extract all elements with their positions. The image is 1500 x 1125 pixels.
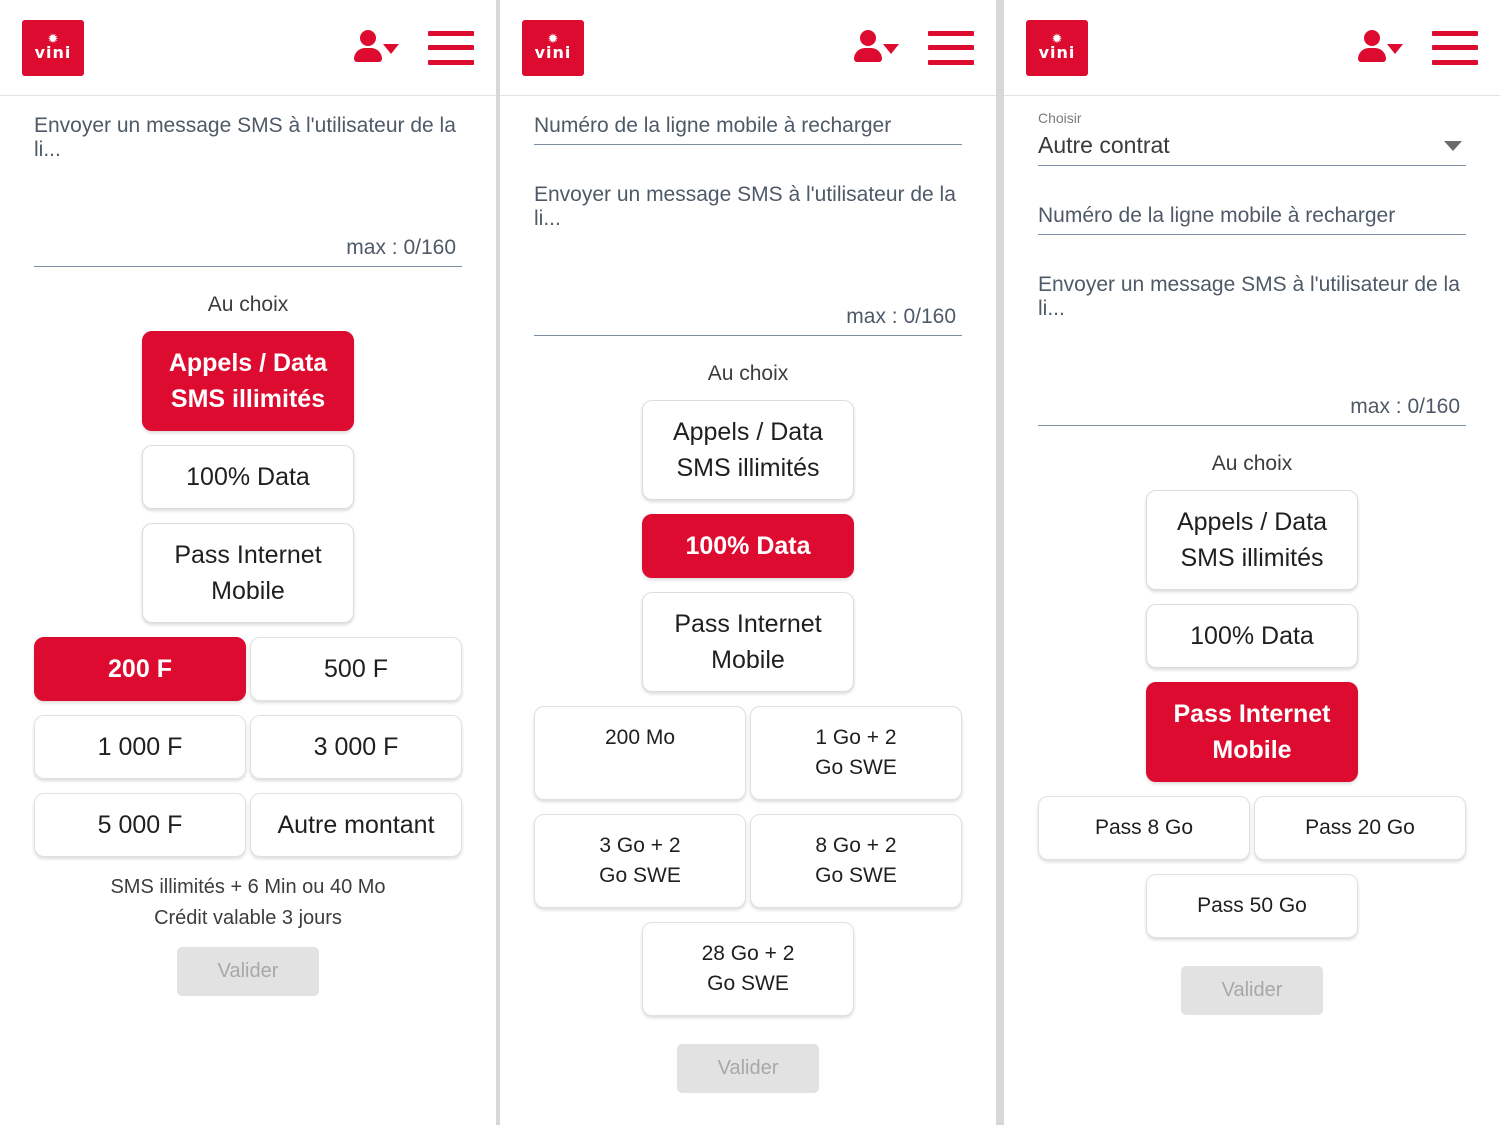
data-pack-line1: 3 Go + 2 xyxy=(599,834,681,857)
hamburger-menu-icon xyxy=(428,31,474,65)
account-menu-button[interactable] xyxy=(354,28,402,68)
panel-recharge-data xyxy=(500,0,996,1125)
app-header xyxy=(500,0,996,96)
app-header xyxy=(0,0,496,96)
vini-logo[interactable] xyxy=(1026,20,1088,76)
sms-message-field-3[interactable] xyxy=(1038,269,1466,426)
sms-message-placeholder-1: Envoyer un message SMS à l'utilisateur de la li... xyxy=(34,114,456,161)
account-body-shape xyxy=(854,48,882,62)
sms-message-field-2[interactable] xyxy=(534,179,962,336)
panel3-body xyxy=(1004,96,1500,1015)
option-appels-line2-2: SMS illimités xyxy=(676,454,820,482)
logo-star-icon: ✹ xyxy=(1051,31,1063,46)
logo-wordmark: vini xyxy=(534,43,572,62)
au-choix-label-2: Au choix xyxy=(707,362,789,385)
option-pass-line1-3: Pass Internet xyxy=(1173,700,1331,728)
sms-counter-1: max : 0/160 xyxy=(346,236,456,259)
data-pack-line2: Go SWE xyxy=(815,864,897,887)
account-body-shape xyxy=(354,48,382,62)
option-appels-data-sms-3[interactable] xyxy=(1146,490,1358,590)
data-pack-line2: Go SWE xyxy=(599,864,681,887)
pass-option[interactable]: Pass 20 Go xyxy=(1254,796,1466,860)
app-header xyxy=(1004,0,1500,96)
data-pack-line2: Go SWE xyxy=(815,756,897,779)
au-choix-label-3: Au choix xyxy=(1211,452,1293,475)
sms-message-field-1[interactable] xyxy=(34,110,462,267)
option-appels-line2-3: SMS illimités xyxy=(1180,544,1324,572)
sms-message-placeholder-2: Envoyer un message SMS à l'utilisateur de la li... xyxy=(534,183,956,230)
account-icon xyxy=(854,28,902,68)
option-appels-line2-1: SMS illimités xyxy=(170,385,326,413)
option-pass-line1-2: Pass Internet xyxy=(674,610,822,638)
option-pass-line2-1: Mobile xyxy=(211,577,285,605)
data-pack-line1: 1 Go + 2 xyxy=(815,726,897,749)
logo-star-icon: ✹ xyxy=(47,31,59,46)
account-menu-button[interactable] xyxy=(854,28,902,68)
option-100-data-label-3: 100% Data xyxy=(1190,622,1314,650)
contract-select[interactable] xyxy=(1038,110,1466,166)
account-body-shape xyxy=(1358,48,1386,62)
data-pack-option[interactable] xyxy=(534,706,746,800)
account-icon xyxy=(1358,28,1406,68)
phone-number-placeholder-3: Numéro de la ligne mobile à recharger xyxy=(1038,204,1396,227)
option-pass-internet-mobile-2[interactable] xyxy=(642,592,854,692)
logo-star-icon: ✹ xyxy=(547,31,559,46)
offer-note-line2: Crédit valable 3 jours xyxy=(154,907,342,929)
chevron-down-icon xyxy=(1444,141,1462,151)
option-pass-internet-mobile-3[interactable] xyxy=(1146,682,1358,782)
option-appels-line1-1: Appels / Data xyxy=(168,349,328,377)
vini-logo[interactable] xyxy=(22,20,84,76)
account-head-shape xyxy=(1364,30,1380,46)
option-pass-line2-3: Mobile xyxy=(1212,736,1292,764)
sms-message-placeholder-3: Envoyer un message SMS à l'utilisateur de la li... xyxy=(1038,273,1460,320)
validate-button-3[interactable]: Valider xyxy=(1181,966,1323,1015)
data-pack-option[interactable] xyxy=(534,814,746,908)
chevron-down-icon xyxy=(883,44,899,54)
pass-option[interactable]: Pass 50 Go xyxy=(1146,874,1358,938)
amount-option[interactable]: 3 000 F xyxy=(250,715,462,779)
amount-option[interactable]: 200 F xyxy=(34,637,246,701)
data-pack-line1: 28 Go + 2 xyxy=(701,942,795,965)
hamburger-menu-button[interactable] xyxy=(428,31,474,65)
option-appels-line1-3: Appels / Data xyxy=(1176,508,1328,536)
data-pack-option[interactable] xyxy=(750,814,962,908)
sms-counter-3: max : 0/160 xyxy=(1350,395,1460,418)
amount-grid-3 xyxy=(1038,796,1466,952)
validate-button-2[interactable]: Valider xyxy=(677,1044,819,1093)
logo-wordmark: vini xyxy=(34,43,72,62)
amount-grid-2 xyxy=(534,706,962,1030)
option-appels-line1-2: Appels / Data xyxy=(672,418,824,446)
hamburger-menu-button[interactable] xyxy=(1432,31,1478,65)
logo-wordmark: vini xyxy=(1038,43,1076,62)
panel-recharge-appels xyxy=(0,0,496,1125)
contract-select-label: Choisir xyxy=(1038,110,1082,126)
au-choix-label-1: Au choix xyxy=(207,293,289,316)
option-100-data-label-2: 100% Data xyxy=(685,532,811,560)
amount-grid-1 xyxy=(34,637,462,871)
validate-button-1[interactable]: Valider xyxy=(177,947,319,996)
option-100-data-2[interactable] xyxy=(642,514,854,578)
vini-logo[interactable] xyxy=(522,20,584,76)
option-pass-line1-1: Pass Internet xyxy=(174,541,322,569)
option-100-data-1[interactable] xyxy=(142,445,354,509)
pass-option[interactable]: Pass 8 Go xyxy=(1038,796,1250,860)
contract-select-value: Autre contrat xyxy=(1038,132,1170,158)
hamburger-menu-button[interactable] xyxy=(928,31,974,65)
option-100-data-3[interactable] xyxy=(1146,604,1358,668)
data-pack-option[interactable] xyxy=(750,706,962,800)
offer-note-line1: SMS illimités + 6 Min ou 40 Mo xyxy=(110,876,386,898)
panel-recharge-pass xyxy=(1004,0,1500,1125)
option-100-data-label-1: 100% Data xyxy=(186,463,310,491)
account-menu-button[interactable] xyxy=(1358,28,1406,68)
hamburger-menu-icon xyxy=(1432,31,1478,65)
sms-counter-2: max : 0/160 xyxy=(846,305,956,328)
data-pack-line1: 200 Mo xyxy=(604,726,676,749)
option-appels-data-sms-1[interactable] xyxy=(142,331,354,431)
phone-number-field-3[interactable] xyxy=(1038,200,1466,235)
account-icon xyxy=(354,28,402,68)
hamburger-menu-icon xyxy=(928,31,974,65)
data-pack-option[interactable] xyxy=(642,922,854,1016)
amount-option[interactable]: 500 F xyxy=(250,637,462,701)
amount-option[interactable]: Autre montant xyxy=(250,793,462,857)
amount-option[interactable]: 5 000 F xyxy=(34,793,246,857)
option-pass-line2-2: Mobile xyxy=(711,646,785,674)
phone-number-field-2[interactable] xyxy=(534,110,962,145)
panel1-body xyxy=(0,96,496,996)
panel2-body xyxy=(500,96,996,1093)
amount-option[interactable]: 1 000 F xyxy=(34,715,246,779)
option-pass-internet-mobile-1[interactable] xyxy=(142,523,354,623)
data-pack-line1: 8 Go + 2 xyxy=(815,834,897,857)
data-pack-line2: Go SWE xyxy=(707,972,789,995)
option-appels-data-sms-2[interactable] xyxy=(642,400,854,500)
account-head-shape xyxy=(860,30,876,46)
chevron-down-icon xyxy=(383,44,399,54)
chevron-down-icon xyxy=(1387,44,1403,54)
phone-number-placeholder-2: Numéro de la ligne mobile à recharger xyxy=(534,114,892,137)
account-head-shape xyxy=(360,30,376,46)
